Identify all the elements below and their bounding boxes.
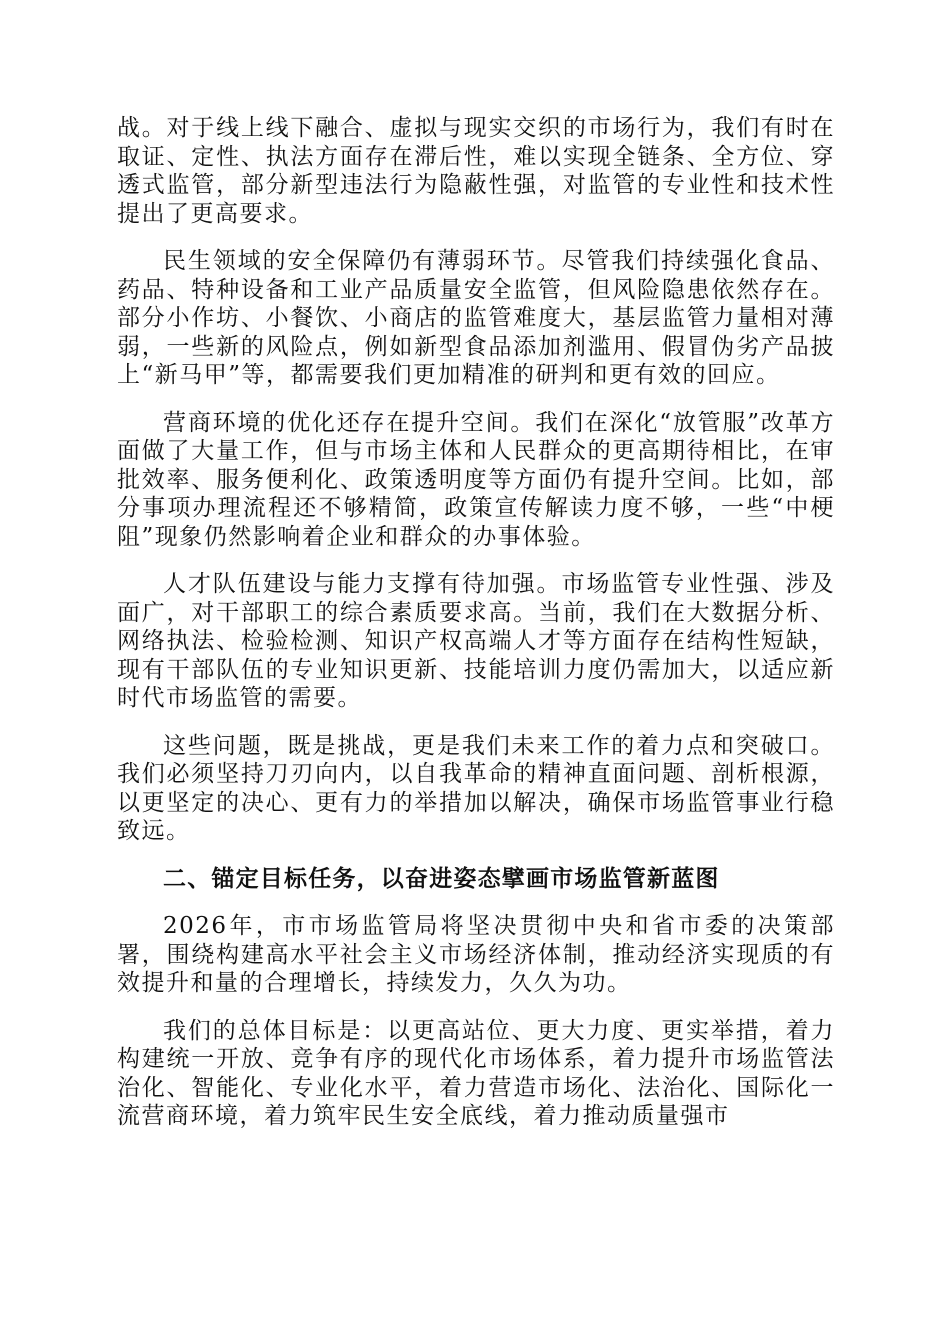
paragraph-talent-team: 人才队伍建设与能力支撑有待加强。市场监管专业性强、涉及面广，对干部职工的综合素质要求高。当前，我们在大数据分析、网络执法、检验检测、知识产权高端人才等方面存在结构性短缺，现有干部队伍的专业知识更新、技能培训力度仍需加大，以适应新时代市场监管的需要。 xyxy=(117,571,835,711)
paragraph-continuation: 战。对于线上线下融合、虚拟与现实交织的市场行为，我们有时在取证、定性、执法方面存在滞后性，难以实现全链条、全方位、穿透式监管，部分新型违法行为隐蔽性强，对监管的专业性和技术性提出了更高要求。 xyxy=(117,115,835,227)
paragraph-livelihood-safety: 民生领域的安全保障仍有薄弱环节。尽管我们持续强化食品、药品、特种设备和工业产品质量安全监管，但风险隐患依然存在。部分小作坊、小餐饮、小商店的监管难度大，基层监管力量相对薄弱，一些新的风险点，例如新型食品添加剂滥用、假冒伪劣产品披上“新马甲”等，都需要我们更加精准的研判和更有效的回应。 xyxy=(117,248,835,388)
paragraph-overall-goal: 我们的总体目标是：以更高站位、更大力度、更实举措，着力构建统一开放、竞争有序的现代化市场体系，着力提升市场监管法治化、智能化、专业化水平，着力营造市场化、法治化、国际化一流营商环境，着力筑牢民生安全底线，着力推动质量强市 xyxy=(117,1017,835,1129)
paragraph-problems-summary: 这些问题，既是挑战，更是我们未来工作的着力点和突破口。我们必须坚持刀刃向内，以自我革命的精神直面问题、剖析根源，以更坚定的决心、更有力的举措加以解决，确保市场监管事业行稳致远。 xyxy=(117,732,835,844)
document-page xyxy=(117,114,835,1131)
section-heading: 二、锚定目标任务，以奋进姿态擘画市场监管新蓝图 xyxy=(163,864,720,892)
paragraph-2026-plan: 2026年，市市场监管局将坚决贯彻中央和省市委的决策部署，围绕构建高水平社会主义市场经济体制，推动经济实现质的有效提升和量的合理增长，持续发力，久久为功。 xyxy=(117,913,835,996)
paragraph-business-environment: 营商环境的优化还存在提升空间。我们在深化“放管服”改革方面做了大量工作，但与市场主体和人民群众的更高期待相比，在审批效率、服务便利化、政策透明度等方面仍有提升空间。比如，部分事项办理流程还不够精简，政策宣传解读力度不够，一些“中梗阻”现象仍然影响着企业和群众的办事体验。 xyxy=(117,409,835,550)
